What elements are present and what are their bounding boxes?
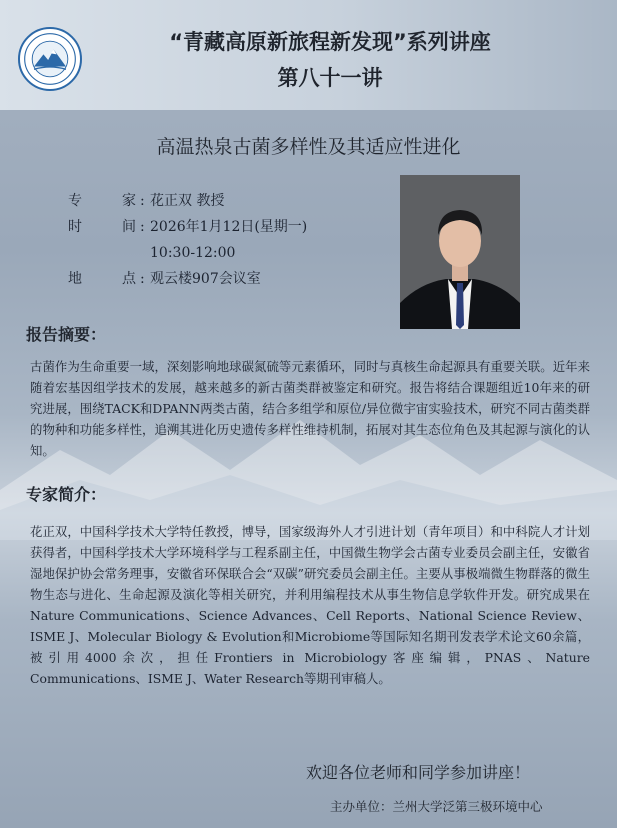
lecture-title: 高温热泉古菌多样性及其适应性进化 bbox=[156, 136, 461, 158]
place-key bbox=[68, 266, 140, 292]
time-key-2: 间 bbox=[122, 219, 136, 235]
place-value: 观云楼907会议室 bbox=[150, 271, 261, 287]
bio-heading: 专家简介： bbox=[26, 485, 107, 504]
expert-row bbox=[68, 188, 307, 214]
abstract-text: 古菌作为生命重要一域，深刻影响地球碳氮硫等元素循环，同时与真核生命起源具有重要关联。近年来随着宏基因组学技术的发展，越来越多的新古菌类群被鉴定和研究。报告将结合课题组近10年来的研究进展，围绕TACK和DPANN两类古菌，结合多组学和原位/异位微宇宙实验技术，研究不同古菌类群的物种和功能多样性，追溯其进化历史遗传多样性维持机制，拓展对其生态位角色及其起源与演化的认知。 bbox=[30, 359, 590, 458]
expert-value: 花正双 教授 bbox=[150, 193, 225, 209]
place-key-2: 点 bbox=[122, 271, 136, 287]
expert-key-1: 专 bbox=[68, 193, 82, 209]
time-date: 2026年1月12日(星期一) bbox=[150, 219, 308, 235]
time-key-1: 时 bbox=[68, 219, 82, 235]
lecture-number: 第八十一讲 bbox=[277, 66, 383, 90]
time-hours-row bbox=[68, 240, 307, 266]
speaker-portrait bbox=[400, 175, 520, 329]
lecture-info bbox=[68, 188, 307, 292]
time-key bbox=[68, 214, 140, 240]
abstract-heading: 报告摘要： bbox=[26, 325, 107, 344]
place-key-1: 地 bbox=[68, 271, 82, 287]
expert-key-2: 家 bbox=[122, 193, 136, 209]
time-row bbox=[68, 214, 307, 240]
bio-text: 花正双，中国科学技术大学特任教授，博导，国家级海外人才引进计划（青年项目）和中科院人才计划获得者，中国科学技术大学环境科学与工程系副主任，中国微生物学会古菌专业委员会副主任，安徽省湿地保护协会常务理事，安徽省环保联合会“双碳”研究委员会副主任。主要从事极端微生物群落的微生物生态与进化、生命起源及演化等相关研究，并利用编程技术从事生物信息学软件开发。研究成果在Nature Communications、Science Advances、Cell Reports、National Science Review、ISME J、Molecular Biology & Evolution和Microbiome等国际知名期刊发表学术论文60余篇，被引用4000余次，担任Frontiers in Microbiology客座编辑，PNAS、Nature Communications、ISME J、Water Research等期刊审稿人。 bbox=[30, 524, 590, 686]
series-title: “青藏高原新旅程新发现”系列讲座 bbox=[169, 30, 491, 54]
expert-key bbox=[68, 188, 140, 214]
colon: : bbox=[140, 271, 145, 287]
place-row bbox=[68, 266, 307, 292]
colon: : bbox=[140, 193, 145, 209]
colon: : bbox=[140, 219, 145, 235]
university-mountain-logo bbox=[18, 27, 82, 91]
welcome-message: 欢迎各位老师和同学参加讲座！ bbox=[306, 763, 531, 782]
organizer: 主办单位：兰州大学泛第三极环境中心 bbox=[330, 799, 543, 814]
time-hours: 10:30-12:00 bbox=[150, 245, 236, 261]
